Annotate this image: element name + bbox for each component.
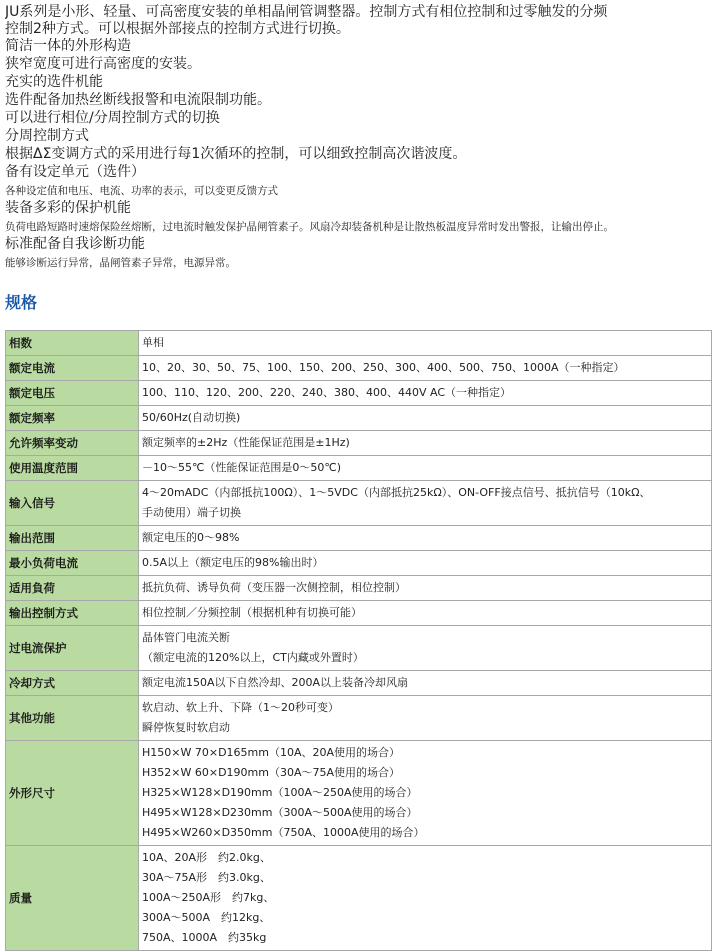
spec-row: [6, 481, 712, 526]
spec-value: [139, 406, 712, 431]
spec-value-line: 抵抗负荷、诱导负荷（变压器一次侧控制，相位控制）: [142, 581, 406, 594]
intro-line: 装备多彩的保护机能: [5, 200, 131, 216]
spec-row: [6, 846, 712, 951]
spec-label: 冷却方式: [6, 671, 139, 696]
spec-value-line: 额定电流150A以下自然冷却、200A以上装备冷却风扇: [142, 676, 409, 689]
spec-label: 其他功能: [6, 696, 139, 741]
spec-row: [6, 741, 712, 846]
spec-row: [6, 601, 712, 626]
spec-row: [6, 431, 712, 456]
spec-value: [139, 551, 712, 576]
spec-label: 相数: [6, 331, 139, 356]
intro-line: 充实的选件机能: [5, 74, 103, 90]
spec-row: [6, 696, 712, 741]
spec-label: 允许频率变动: [6, 431, 139, 456]
spec-value: [139, 481, 712, 526]
spec-value-line: 软启动、软上升、下降（1～20秒可变）: [142, 701, 339, 714]
spec-value-line: 手动使用）端子切换: [142, 506, 241, 519]
spec-row: [6, 381, 712, 406]
spec-heading: 规格: [5, 293, 38, 312]
spec-value: [139, 626, 712, 671]
spec-label: 输出控制方式: [6, 601, 139, 626]
product-intro: [5, 4, 713, 272]
spec-value: [139, 526, 712, 551]
spec-label: 适用負荷: [6, 576, 139, 601]
spec-value: [139, 601, 712, 626]
spec-label: 额定电流: [6, 356, 139, 381]
spec-value: [139, 331, 712, 356]
spec-value-line: H325×W128×D190mm（100A～250A使用的场合）: [142, 786, 418, 799]
spec-value-line: H495×W260×D350mm（750A、1000A使用的场合）: [142, 826, 425, 839]
spec-value-line: 100、110、120、200、220、240、380、400、440V AC（一种指定）: [142, 386, 511, 399]
intro-line: 能够诊断运行异常，晶闸管素子异常，电源异常。: [5, 257, 236, 269]
spec-value-line: 额定频率的±2Hz（性能保证范围是±1Hz): [142, 436, 350, 449]
intro-line: JU系列是小形、轻量、可高密度安装的单相晶闸管调整器。控制方式有相位控制和过零触发的分频: [5, 4, 608, 20]
spec-value-line: 4～20mADC（内部抵抗100Ω）、1～5VDC（内部抵抗25kΩ）、ON-OFF接点信号、抵抗信号（10kΩ、: [142, 486, 651, 499]
spec-label: 外形尺寸: [6, 741, 139, 846]
spec-value: [139, 576, 712, 601]
spec-value-line: 10、20、30、50、75、100、150、200、250、300、400、500、750、1000A（一种指定）: [142, 361, 625, 374]
spec-row: [6, 331, 712, 356]
intro-line: 简洁一体的外形构造: [5, 38, 131, 54]
spec-value-line: 相位控制／分频控制（根据机种有切换可能）: [142, 606, 362, 619]
spec-value: [139, 431, 712, 456]
spec-value-line: H150×W 70×D165mm（10A、20A使用的场合）: [142, 746, 401, 759]
spec-value-line: （额定电流的120%以上，CT内藏或外置时）: [142, 651, 364, 664]
spec-value: [139, 456, 712, 481]
spec-value-line: 单相: [142, 336, 164, 349]
spec-value: [139, 381, 712, 406]
intro-line: 负荷电路短路时速熔保险丝熔断，过电流时触发保护晶闸管素子。风扇冷却装备机种是让散热板温度异常时发出警报，让输出停止。: [5, 221, 614, 233]
spec-label: 过电流保护: [6, 626, 139, 671]
spec-table: [5, 330, 712, 951]
spec-label: 额定频率: [6, 406, 139, 431]
spec-value-line: 10A、20A形 约2.0kg、: [142, 851, 271, 864]
intro-line: 可以进行相位/分周控制方式的切换: [5, 110, 220, 126]
spec-value-line: 50/60Hz(自动切换): [142, 411, 241, 424]
spec-value-line: 晶体管门电流关断: [142, 631, 230, 644]
spec-label: 质量: [6, 846, 139, 951]
spec-value: [139, 846, 712, 951]
spec-label: 最小负荷电流: [6, 551, 139, 576]
spec-value-line: 0.5A以上（额定电压的98%输出时）: [142, 556, 324, 569]
spec-value: [139, 671, 712, 696]
spec-value-line: H352×W 60×D190mm（30A～75A使用的场合）: [142, 766, 401, 779]
spec-value: [139, 696, 712, 741]
spec-label: 使用温度范围: [6, 456, 139, 481]
spec-value-line: 30A～75A形 约3.0kg、: [142, 871, 271, 884]
spec-value-line: 750A、1000A 约35kg: [142, 931, 267, 944]
spec-row: [6, 626, 712, 671]
spec-value: [139, 741, 712, 846]
intro-line: 标准配备自我诊断功能: [5, 236, 145, 252]
intro-line: 各种设定值和电压、电流、功率的表示，可以变更反馈方式: [5, 185, 278, 197]
spec-row: [6, 526, 712, 551]
intro-line: 分周控制方式: [5, 128, 89, 144]
intro-line: 控制2种方式。可以根据外部接点的控制方式进行切换。: [5, 21, 350, 37]
spec-row: [6, 671, 712, 696]
spec-row: [6, 406, 712, 431]
spec-row: [6, 456, 712, 481]
spec-value-line: 瞬停恢复时软启动: [142, 721, 230, 734]
intro-line: 狭窄宽度可进行高密度的安装。: [5, 56, 201, 72]
spec-row: [6, 551, 712, 576]
spec-value: [139, 356, 712, 381]
intro-line: 备有设定单元（选件）: [5, 164, 145, 180]
spec-value-line: H495×W128×D230mm（300A～500A使用的场合）: [142, 806, 418, 819]
spec-label: 额定电压: [6, 381, 139, 406]
spec-row: [6, 356, 712, 381]
spec-value-line: 300A～500A 约12kg、: [142, 911, 271, 924]
spec-label: 输出范围: [6, 526, 139, 551]
spec-value-line: 额定电压的0～98%: [142, 531, 240, 544]
intro-line: 根据ΔΣ变调方式的采用进行每1次循环的控制，可以细致控制高次谐波度。: [5, 146, 467, 162]
spec-value-line: 100A～250A形 约7kg、: [142, 891, 275, 904]
spec-row: [6, 576, 712, 601]
spec-label: 输入信号: [6, 481, 139, 526]
spec-value-line: －10～55℃（性能保证范围是0～50℃): [142, 461, 341, 474]
intro-line: 选件配备加热丝断线报警和电流限制功能。: [5, 92, 271, 108]
